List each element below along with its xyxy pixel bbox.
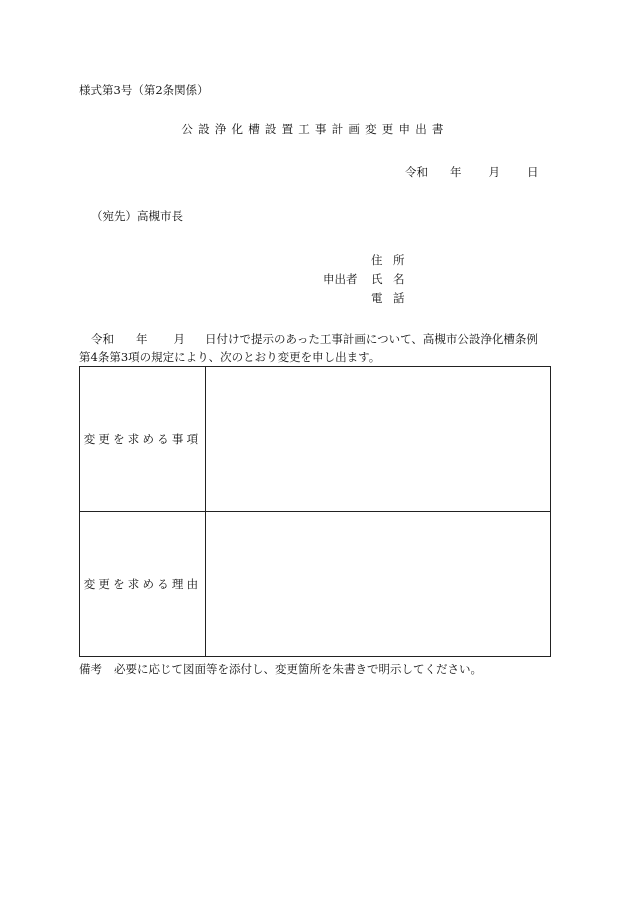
- body-month-label: 月: [173, 332, 185, 346]
- date-era: 令和: [405, 165, 428, 179]
- remarks: [79, 661, 482, 677]
- change-request-table: [79, 366, 551, 657]
- date-day-label: 日: [527, 165, 539, 179]
- name-label-char1: 氏: [371, 272, 383, 286]
- addressee-text: （宛先）高槻市長: [91, 209, 183, 223]
- applicant-name-row: [323, 270, 405, 289]
- change-items-row: [80, 367, 550, 512]
- change-reason-label: 変更を求める理由: [80, 512, 206, 656]
- remarks-label: 備考: [79, 662, 102, 676]
- applicant-phone-row: [323, 289, 405, 308]
- remarks-text: 必要に応じて図面等を添付し、変更箇所を朱書きで明示してください。: [114, 662, 482, 676]
- address-label-char1: 住: [371, 253, 383, 267]
- applicant-block: [323, 251, 405, 308]
- date-line: [405, 164, 539, 180]
- body-line-1: [79, 330, 554, 348]
- body-era: 令和: [91, 332, 114, 346]
- phone-label-char2: 話: [393, 291, 405, 305]
- form-number: 様式第3号（第2条関係）: [79, 83, 209, 97]
- date-year-label: 年: [450, 165, 462, 179]
- applicant-label: 申出者: [323, 272, 358, 286]
- body-text: [79, 330, 554, 366]
- body-line-2: 第4条第3項の規定により、次のとおり変更を申し出ます。: [79, 350, 381, 364]
- applicant-address-row: [323, 251, 405, 270]
- date-month-label: 月: [488, 165, 500, 179]
- change-reason-row: [80, 512, 550, 656]
- document-title: 公設浄化槽設置工事計画変更申出書: [181, 122, 449, 136]
- change-items-field[interactable]: [206, 367, 550, 511]
- body-line-1-text: 日付けで提示のあった工事計画について、高槻市公設浄化槽条例: [205, 332, 538, 346]
- phone-label-char1: 電: [371, 291, 383, 305]
- name-label-char2: 名: [393, 272, 405, 286]
- addressee: [79, 208, 183, 224]
- change-reason-field[interactable]: [206, 512, 550, 656]
- body-year-label: 年: [136, 332, 148, 346]
- address-label-char2: 所: [393, 253, 405, 267]
- change-items-label: 変更を求める事項: [80, 367, 206, 511]
